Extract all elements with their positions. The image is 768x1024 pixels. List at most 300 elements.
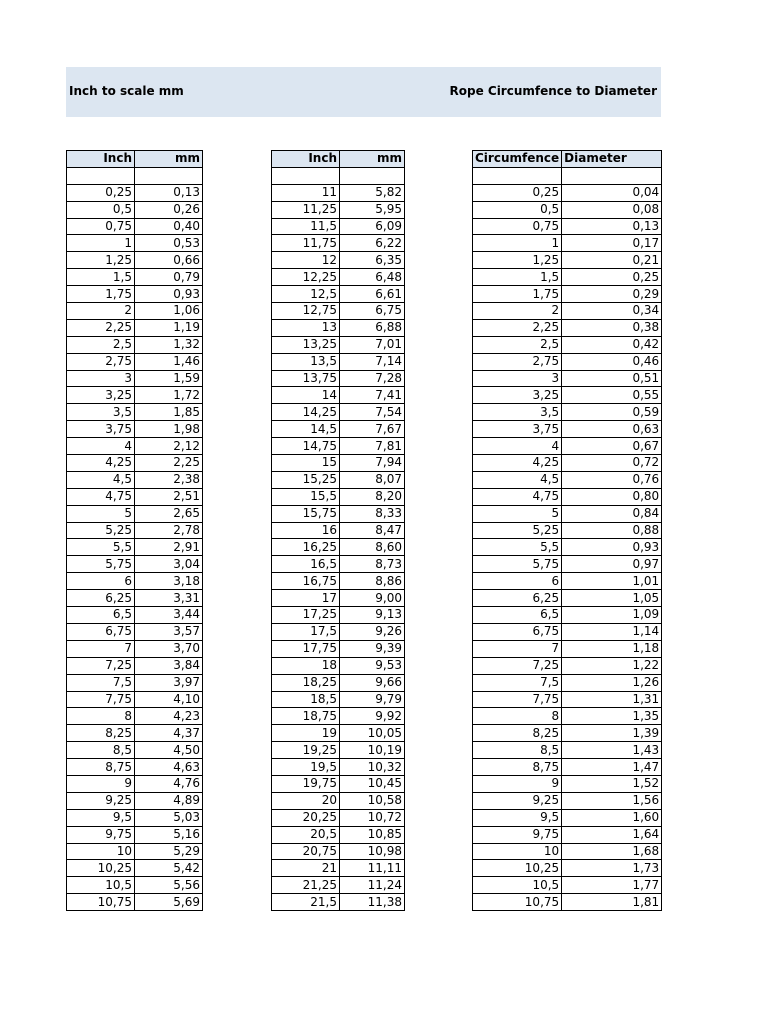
table-row <box>473 353 662 370</box>
table-cell: 10 <box>473 843 562 860</box>
table-row <box>473 623 662 640</box>
table-cell: 10,5 <box>473 877 562 894</box>
table-row <box>272 843 405 860</box>
table-cell: 4,63 <box>135 759 203 776</box>
table-row <box>272 607 405 624</box>
table-cell: 5,03 <box>135 809 203 826</box>
table-cell: 14,25 <box>272 404 340 421</box>
table-cell: 0,75 <box>473 218 562 235</box>
table-cell: 7 <box>473 640 562 657</box>
table-cell: 4,50 <box>135 742 203 759</box>
table-row <box>473 522 662 539</box>
table-cell: 10,5 <box>67 877 135 894</box>
table-cell: 0,59 <box>562 404 662 421</box>
table-cell: 5,5 <box>67 539 135 556</box>
table-row <box>67 336 203 353</box>
table-row <box>272 759 405 776</box>
table-cell: 5 <box>473 505 562 522</box>
table-cell: 0,46 <box>562 353 662 370</box>
table-cell: 8,5 <box>473 742 562 759</box>
table-row <box>272 353 405 370</box>
table-cell: 2,75 <box>473 353 562 370</box>
table-cell: 16,75 <box>272 573 340 590</box>
table-row <box>473 894 662 911</box>
header-row <box>67 151 203 168</box>
table-row <box>67 184 203 201</box>
table-cell: 0,08 <box>562 201 662 218</box>
table-row <box>272 336 405 353</box>
table-row <box>272 455 405 472</box>
table-row <box>67 471 203 488</box>
table-cell: 1,64 <box>562 826 662 843</box>
table-cell: 18 <box>272 657 340 674</box>
table-cell: 19,75 <box>272 775 340 792</box>
table-cell: 5 <box>67 505 135 522</box>
table-row <box>473 877 662 894</box>
table-cell: 20,75 <box>272 843 340 860</box>
table-cell: 4,89 <box>135 792 203 809</box>
table-cell: 10,45 <box>340 775 405 792</box>
table-row <box>272 657 405 674</box>
table-cell: 4,76 <box>135 775 203 792</box>
table-cell: 15,5 <box>272 488 340 505</box>
table-cell: 18,75 <box>272 708 340 725</box>
empty-cell <box>340 167 405 184</box>
table-row <box>473 252 662 269</box>
table-row <box>272 877 405 894</box>
table-cell: 1,09 <box>562 607 662 624</box>
table-cell: 3,5 <box>473 404 562 421</box>
table-cell: 9,00 <box>340 590 405 607</box>
table-cell: 6,5 <box>473 607 562 624</box>
table-cell: 4,75 <box>473 488 562 505</box>
table-cell: 0,67 <box>562 438 662 455</box>
table-cell: 1,46 <box>135 353 203 370</box>
table-cell: 8,33 <box>340 505 405 522</box>
table-cell: 6,22 <box>340 235 405 252</box>
table-cell: 10,32 <box>340 759 405 776</box>
table-cell: 8,60 <box>340 539 405 556</box>
table-cell: 5,29 <box>135 843 203 860</box>
table-row <box>272 286 405 303</box>
table-cell: 7,41 <box>340 387 405 404</box>
column-header-mm: mm <box>135 151 203 168</box>
table-row <box>473 269 662 286</box>
table-row <box>272 184 405 201</box>
table-cell: 8,73 <box>340 556 405 573</box>
table-cell: 3 <box>473 370 562 387</box>
table-cell: 1,59 <box>135 370 203 387</box>
table-cell: 17,5 <box>272 623 340 640</box>
table-cell: 4,5 <box>67 471 135 488</box>
empty-cell <box>272 167 340 184</box>
table-cell: 20,25 <box>272 809 340 826</box>
table-cell: 9,79 <box>340 691 405 708</box>
table-cell: 5,69 <box>135 894 203 911</box>
table-cell: 3,18 <box>135 573 203 590</box>
table-cell: 12,5 <box>272 286 340 303</box>
rope-circumference-table <box>472 150 662 911</box>
table-cell: 8 <box>473 708 562 725</box>
table-row <box>272 894 405 911</box>
table-cell: 1,85 <box>135 404 203 421</box>
table-row <box>67 607 203 624</box>
blank-row <box>473 167 662 184</box>
table-cell: 0,55 <box>562 387 662 404</box>
table-cell: 13 <box>272 319 340 336</box>
table-row <box>272 488 405 505</box>
table-cell: 17,75 <box>272 640 340 657</box>
table-cell: 17 <box>272 590 340 607</box>
table-row <box>67 370 203 387</box>
table-cell: 1,06 <box>135 303 203 320</box>
table-row <box>67 218 203 235</box>
table-cell: 0,38 <box>562 319 662 336</box>
table-cell: 6,75 <box>67 623 135 640</box>
table-cell: 15 <box>272 455 340 472</box>
table-cell: 0,29 <box>562 286 662 303</box>
table-cell: 0,13 <box>562 218 662 235</box>
table-row <box>473 286 662 303</box>
table-cell: 1,47 <box>562 759 662 776</box>
table-cell: 9,66 <box>340 674 405 691</box>
table-cell: 1,32 <box>135 336 203 353</box>
table-row <box>272 742 405 759</box>
table-row <box>67 590 203 607</box>
table-cell: 8,07 <box>340 471 405 488</box>
table-cell: 6,75 <box>473 623 562 640</box>
table-cell: 0,13 <box>135 184 203 201</box>
table-cell: 5,25 <box>67 522 135 539</box>
table-cell: 1,68 <box>562 843 662 860</box>
table-cell: 4,37 <box>135 725 203 742</box>
table-cell: 9,53 <box>340 657 405 674</box>
table-row <box>272 235 405 252</box>
inch-to-mm-table-1 <box>66 150 203 911</box>
table-cell: 1,35 <box>562 708 662 725</box>
table-row <box>473 742 662 759</box>
table-cell: 2,25 <box>135 455 203 472</box>
table-row <box>473 303 662 320</box>
table-row <box>272 775 405 792</box>
table-cell: 16,5 <box>272 556 340 573</box>
table-cell: 1,01 <box>562 573 662 590</box>
table-row <box>67 894 203 911</box>
table-row <box>473 607 662 624</box>
table-cell: 0,88 <box>562 522 662 539</box>
table-cell: 3,44 <box>135 607 203 624</box>
table-cell: 0,25 <box>562 269 662 286</box>
table-cell: 9,13 <box>340 607 405 624</box>
table-row <box>67 725 203 742</box>
header-row <box>272 151 405 168</box>
table-row <box>473 539 662 556</box>
table-cell: 2,25 <box>67 319 135 336</box>
table-cell: 11,25 <box>272 201 340 218</box>
table-cell: 8,86 <box>340 573 405 590</box>
table-cell: 1,19 <box>135 319 203 336</box>
column-header-mm: mm <box>340 151 405 168</box>
rope-circumference-title: Rope Circumfence to Diameter <box>449 84 657 98</box>
table-cell: 8 <box>67 708 135 725</box>
table-row <box>272 556 405 573</box>
table-cell: 2,5 <box>473 336 562 353</box>
table-row <box>67 505 203 522</box>
table-row <box>473 370 662 387</box>
table-cell: 14 <box>272 387 340 404</box>
table-cell: 0,04 <box>562 184 662 201</box>
table-cell: 3,84 <box>135 657 203 674</box>
table-cell: 4,25 <box>67 455 135 472</box>
table-row <box>67 860 203 877</box>
table-row <box>67 708 203 725</box>
table-cell: 2,38 <box>135 471 203 488</box>
table-row <box>473 792 662 809</box>
table-cell: 0,34 <box>562 303 662 320</box>
table-cell: 0,17 <box>562 235 662 252</box>
table-cell: 4 <box>67 438 135 455</box>
table-row <box>272 522 405 539</box>
table-cell: 1,5 <box>67 269 135 286</box>
table-cell: 0,79 <box>135 269 203 286</box>
table-row <box>272 809 405 826</box>
table-row <box>67 455 203 472</box>
table-cell: 1,39 <box>562 725 662 742</box>
table-cell: 2 <box>473 303 562 320</box>
table-cell: 11,75 <box>272 235 340 252</box>
table-cell: 7,54 <box>340 404 405 421</box>
column-header-circumference: Circumfence <box>473 151 562 168</box>
table-cell: 10,85 <box>340 826 405 843</box>
table-cell: 10,19 <box>340 742 405 759</box>
table-cell: 9,39 <box>340 640 405 657</box>
table-row <box>67 438 203 455</box>
table-cell: 7,25 <box>67 657 135 674</box>
table-cell: 0,76 <box>562 471 662 488</box>
table-cell: 1,31 <box>562 691 662 708</box>
table-cell: 4,5 <box>473 471 562 488</box>
table-row <box>67 742 203 759</box>
table-cell: 12,25 <box>272 269 340 286</box>
table-cell: 13,75 <box>272 370 340 387</box>
table-cell: 0,97 <box>562 556 662 573</box>
table-cell: 19 <box>272 725 340 742</box>
table-cell: 9,25 <box>473 792 562 809</box>
table-row <box>272 674 405 691</box>
empty-cell <box>473 167 562 184</box>
table-row <box>473 455 662 472</box>
table-row <box>473 860 662 877</box>
table-cell: 10,98 <box>340 843 405 860</box>
empty-cell <box>562 167 662 184</box>
table-cell: 0,26 <box>135 201 203 218</box>
table-row <box>67 201 203 218</box>
table-cell: 10,72 <box>340 809 405 826</box>
table-cell: 4,10 <box>135 691 203 708</box>
column-header-inch: Inch <box>67 151 135 168</box>
table-cell: 6 <box>67 573 135 590</box>
table-row <box>473 826 662 843</box>
table-cell: 1,18 <box>562 640 662 657</box>
table-row <box>272 438 405 455</box>
table-row <box>272 370 405 387</box>
table-row <box>473 775 662 792</box>
table-row <box>67 775 203 792</box>
table-cell: 1,22 <box>562 657 662 674</box>
table-row <box>67 269 203 286</box>
table-cell: 0,66 <box>135 252 203 269</box>
table-cell: 1,75 <box>473 286 562 303</box>
table-cell: 0,21 <box>562 252 662 269</box>
table-cell: 7 <box>67 640 135 657</box>
table-cell: 3,25 <box>67 387 135 404</box>
table-cell: 0,5 <box>473 201 562 218</box>
table-cell: 1,43 <box>562 742 662 759</box>
table-cell: 2 <box>67 303 135 320</box>
table-row <box>67 252 203 269</box>
table-row <box>67 421 203 438</box>
table-cell: 18,5 <box>272 691 340 708</box>
table-cell: 1,5 <box>473 269 562 286</box>
table-cell: 9,5 <box>473 809 562 826</box>
table-cell: 0,51 <box>562 370 662 387</box>
table-row <box>272 218 405 235</box>
table-cell: 5,95 <box>340 201 405 218</box>
table-cell: 0,42 <box>562 336 662 353</box>
table-row <box>473 387 662 404</box>
header-banner <box>66 67 661 117</box>
table-cell: 7,94 <box>340 455 405 472</box>
table-cell: 21 <box>272 860 340 877</box>
table-row <box>473 218 662 235</box>
table-cell: 3,75 <box>473 421 562 438</box>
table-cell: 21,5 <box>272 894 340 911</box>
table-cell: 2,12 <box>135 438 203 455</box>
table-cell: 3,5 <box>67 404 135 421</box>
table-row <box>272 269 405 286</box>
table-cell: 1,05 <box>562 590 662 607</box>
table-cell: 8,25 <box>67 725 135 742</box>
table-row <box>67 877 203 894</box>
table-cell: 9,75 <box>67 826 135 843</box>
table-row <box>272 303 405 320</box>
table-cell: 8,20 <box>340 488 405 505</box>
table-row <box>272 590 405 607</box>
table-cell: 9,5 <box>67 809 135 826</box>
table-cell: 3,75 <box>67 421 135 438</box>
table-cell: 1,14 <box>562 623 662 640</box>
table-cell: 1,26 <box>562 674 662 691</box>
table-cell: 19,25 <box>272 742 340 759</box>
table-cell: 3,25 <box>473 387 562 404</box>
table-cell: 0,93 <box>135 286 203 303</box>
table-row <box>67 657 203 674</box>
table-cell: 9 <box>67 775 135 792</box>
table-cell: 1,60 <box>562 809 662 826</box>
table-row <box>272 421 405 438</box>
table-row <box>473 184 662 201</box>
table-row <box>67 640 203 657</box>
table-row <box>473 235 662 252</box>
table-row <box>67 522 203 539</box>
table-cell: 11,5 <box>272 218 340 235</box>
table-cell: 7,75 <box>67 691 135 708</box>
table-row <box>67 235 203 252</box>
table-row <box>473 708 662 725</box>
table-cell: 10 <box>67 843 135 860</box>
table-cell: 4,23 <box>135 708 203 725</box>
table-row <box>67 674 203 691</box>
table-cell: 3,04 <box>135 556 203 573</box>
table-cell: 2,75 <box>67 353 135 370</box>
blank-row <box>272 167 405 184</box>
table-cell: 10,75 <box>67 894 135 911</box>
table-cell: 2,78 <box>135 522 203 539</box>
table-cell: 1,72 <box>135 387 203 404</box>
table-row <box>272 792 405 809</box>
table-cell: 15,75 <box>272 505 340 522</box>
table-cell: 0,93 <box>562 539 662 556</box>
table-cell: 1,56 <box>562 792 662 809</box>
table-row <box>473 691 662 708</box>
table-cell: 3,31 <box>135 590 203 607</box>
table-cell: 10,05 <box>340 725 405 742</box>
table-row <box>473 404 662 421</box>
table-row <box>473 488 662 505</box>
table-cell: 5,56 <box>135 877 203 894</box>
table-cell: 10,25 <box>67 860 135 877</box>
table-row <box>473 201 662 218</box>
table-cell: 12 <box>272 252 340 269</box>
table-cell: 9,26 <box>340 623 405 640</box>
table-cell: 2,91 <box>135 539 203 556</box>
table-cell: 10,75 <box>473 894 562 911</box>
table-row <box>272 252 405 269</box>
table-cell: 5,5 <box>473 539 562 556</box>
table-cell: 1 <box>473 235 562 252</box>
table-cell: 3,57 <box>135 623 203 640</box>
table-row <box>272 640 405 657</box>
table-cell: 6 <box>473 573 562 590</box>
table-row <box>473 809 662 826</box>
table-cell: 6,25 <box>67 590 135 607</box>
table-cell: 0,75 <box>67 218 135 235</box>
table-row <box>67 404 203 421</box>
table-cell: 11 <box>272 184 340 201</box>
table-row <box>272 201 405 218</box>
table-row <box>473 590 662 607</box>
table-cell: 17,25 <box>272 607 340 624</box>
table-row <box>272 623 405 640</box>
table-cell: 3,97 <box>135 674 203 691</box>
table-cell: 8,5 <box>67 742 135 759</box>
table-cell: 0,72 <box>562 455 662 472</box>
table-cell: 3,70 <box>135 640 203 657</box>
table-row <box>67 539 203 556</box>
table-row <box>67 792 203 809</box>
empty-cell <box>67 167 135 184</box>
table-cell: 2,25 <box>473 319 562 336</box>
table-cell: 2,65 <box>135 505 203 522</box>
table-cell: 20 <box>272 792 340 809</box>
table-cell: 11,38 <box>340 894 405 911</box>
blank-row <box>67 167 203 184</box>
table-cell: 21,25 <box>272 877 340 894</box>
table-row <box>272 725 405 742</box>
table-row <box>67 488 203 505</box>
table-cell: 8,25 <box>473 725 562 742</box>
table-cell: 1,25 <box>67 252 135 269</box>
